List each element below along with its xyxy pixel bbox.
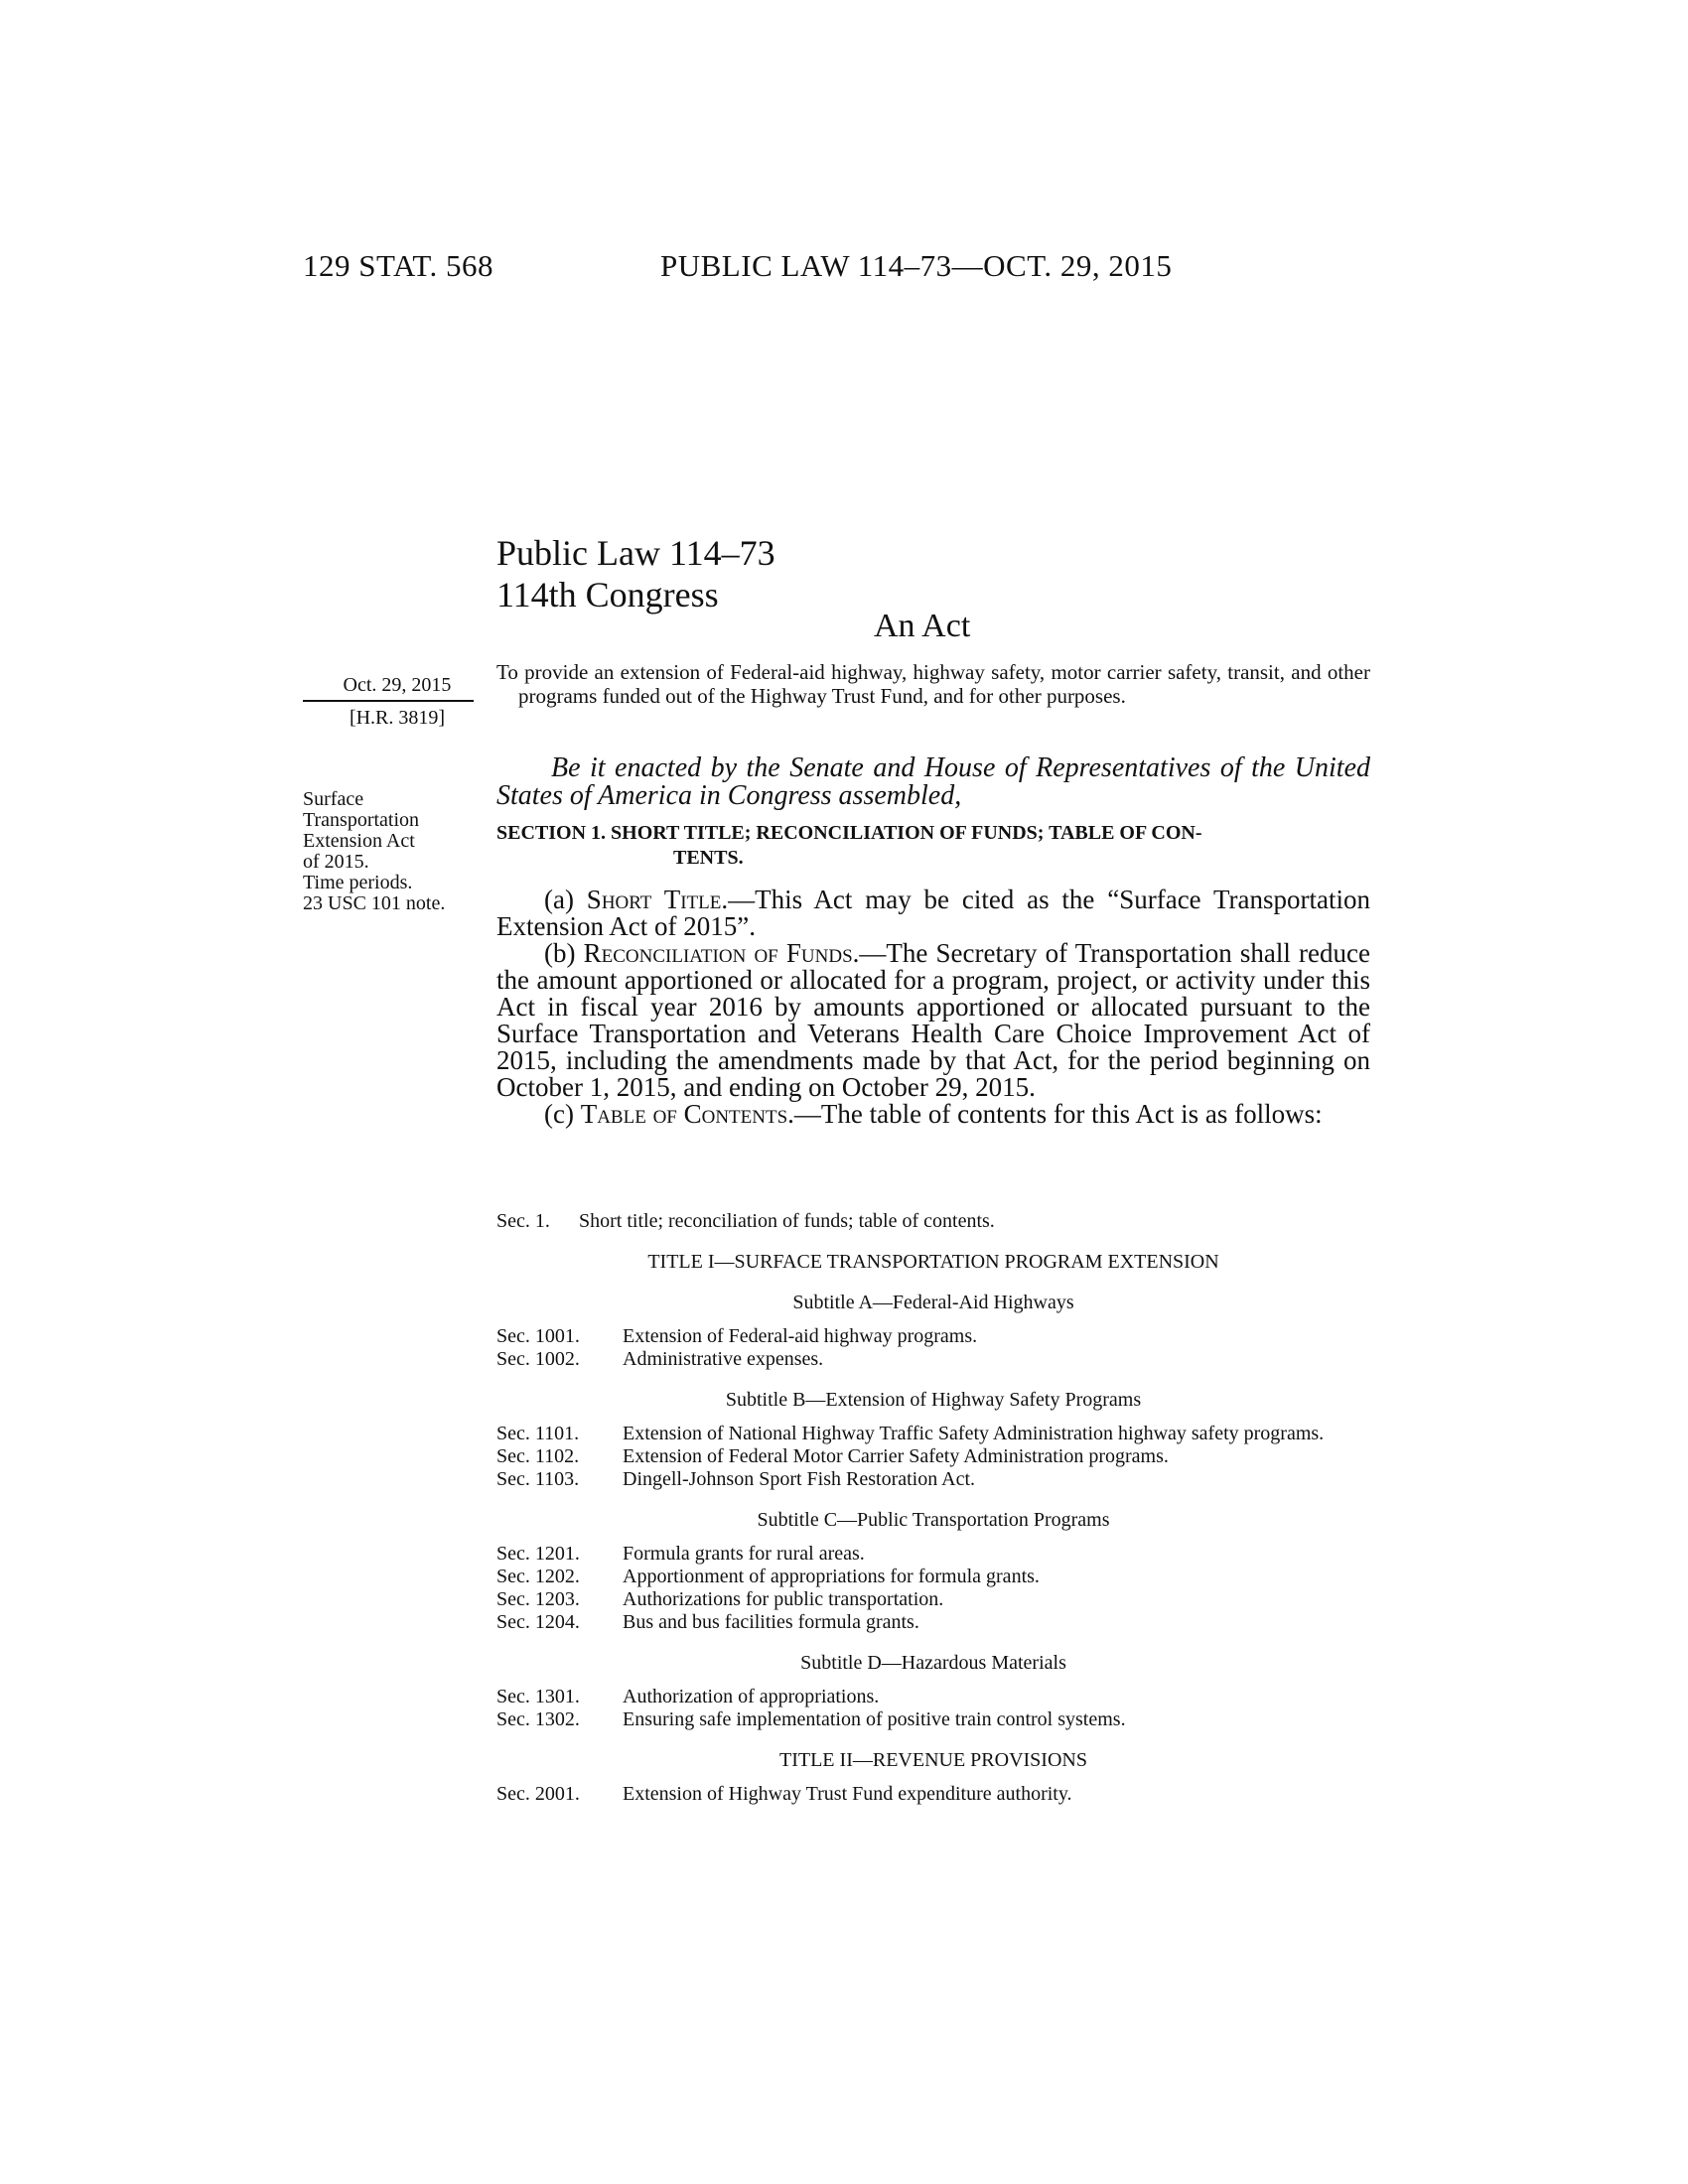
margin-note-line: of 2015. <box>303 851 369 873</box>
toc-entry <box>496 1783 1370 1806</box>
enacting-clause <box>496 754 1370 810</box>
table-of-contents <box>496 1210 1370 1806</box>
toc-subtitle-heading: Subtitle C—Public Transportation Programs <box>757 1509 1110 1531</box>
subsection-text: .—The Secretary of Transportation shall reduce the amount apportioned or allocated for a program, project, or activity under this Act in fiscal year 2016 by amounts apportioned or allocated pursuant to the Surface Transportation and Veterans Health Care Choice Improvement Act of 2015, including the amendments made by that Act, for the period beginning on October 1, 2015, and ending on October 29, 2015. <box>496 938 1371 1102</box>
margin-note-line: Time periods. <box>303 872 413 893</box>
toc-section-number: Sec. 1201. <box>496 1543 580 1565</box>
toc-entry <box>496 1468 1370 1491</box>
margin-date: Oct. 29, 2015 <box>343 674 452 696</box>
stat-page-number: 129 STAT. 568 <box>303 248 494 283</box>
toc-section-title: Authorization of appropriations. <box>623 1686 880 1707</box>
toc-entry <box>496 1325 1370 1348</box>
toc-section-title: Extension of Highway Trust Fund expenditure authority. <box>623 1783 1072 1805</box>
margin-divider <box>303 700 474 702</box>
section-heading-line1: SECTION 1. SHORT TITLE; RECONCILIATION OF FUNDS; TABLE OF CON- <box>496 822 1202 844</box>
enacting-text: Be it enacted by the Senate and House of Representatives of the United States of America in Congress assembled, <box>496 752 1370 811</box>
subsection-text: .—The table of contents for this Act is as follows: <box>787 1099 1323 1129</box>
subsection-label: (a) <box>544 885 587 914</box>
toc-group <box>496 1543 1370 1634</box>
toc-subtitle-heading: Subtitle A—Federal-Aid Highways <box>792 1292 1074 1313</box>
toc-section-title: Dingell-Johnson Sport Fish Restoration Act. <box>623 1468 975 1490</box>
toc-entry <box>496 1708 1370 1731</box>
subsection-a <box>496 887 1370 940</box>
toc-section-title: Administrative expenses. <box>623 1348 824 1370</box>
margin-note-line: 23 USC 101 note. <box>303 892 446 914</box>
section-heading-line2: TENTS. <box>673 847 744 869</box>
toc-section-title: Bus and bus facilities formula grants. <box>623 1611 919 1633</box>
subsection-caption: Short Title <box>586 885 722 914</box>
section-body <box>496 887 1370 1128</box>
toc-section-title: Ensuring safe implementation of positive train control systems. <box>623 1708 1126 1730</box>
toc-group <box>496 1783 1370 1806</box>
toc-section-number: Sec. 1203. <box>496 1588 580 1610</box>
margin-bill-number: [H.R. 3819] <box>349 707 446 729</box>
toc-section-number: Sec. 1001. <box>496 1325 580 1347</box>
toc-section-number: Sec. 1. <box>496 1210 550 1232</box>
toc-section-title: Short title; reconciliation of funds; table of contents. <box>579 1210 995 1232</box>
toc-title-heading: TITLE II—REVENUE PROVISIONS <box>779 1749 1087 1771</box>
subsection-text: .—This Act may be cited as the “Surface Transportation Extension Act of 2015”. <box>496 885 1370 941</box>
act-label: An Act <box>874 608 971 644</box>
toc-group <box>496 1686 1370 1731</box>
toc-section-number: Sec. 2001. <box>496 1783 580 1805</box>
margin-notes <box>303 789 445 914</box>
toc-section-number: Sec. 1202. <box>496 1566 580 1587</box>
toc-entry <box>496 1348 1370 1371</box>
toc-entry <box>496 1423 1370 1445</box>
toc-section-title: Authorizations for public transportation. <box>623 1588 944 1610</box>
toc-section-title: Formula grants for rural areas. <box>623 1543 865 1565</box>
margin-note-line: Transportation <box>303 809 420 831</box>
purpose-text: To provide an extension of Federal-aid highway, highway safety, motor carrier safety, transit, and other programs funded out of the Highway Trust Fund, and for other purposes. <box>496 660 1370 708</box>
subsection-label: (b) <box>544 938 584 968</box>
toc-section-number: Sec. 1102. <box>496 1445 580 1467</box>
toc-section-number: Sec. 1301. <box>496 1686 580 1707</box>
toc-entry <box>496 1588 1370 1611</box>
toc-section-number: Sec. 1002. <box>496 1348 580 1370</box>
toc-subtitle-heading: Subtitle D—Hazardous Materials <box>800 1652 1066 1674</box>
toc-section-number: Sec. 1302. <box>496 1708 580 1730</box>
toc-subtitle-heading: Subtitle B—Extension of Highway Safety Programs <box>725 1389 1142 1411</box>
margin-note-line: Extension Act <box>303 830 415 852</box>
subsection-b <box>496 940 1370 1101</box>
toc-section-title: Apportionment of appropriations for formula grants. <box>623 1566 1040 1587</box>
toc-section-number: Sec. 1103. <box>496 1468 580 1490</box>
toc-entry <box>496 1445 1370 1468</box>
public-law-number: Public Law 114–73 <box>496 533 775 573</box>
toc-group <box>496 1423 1370 1491</box>
toc-section-title: Extension of National Highway Traffic Safety Administration highway safety programs. <box>623 1423 1325 1444</box>
toc-group <box>496 1325 1370 1371</box>
toc-title-heading: TITLE I—SURFACE TRANSPORTATION PROGRAM EXTENSION <box>647 1251 1219 1273</box>
toc-section-title: Extension of Federal Motor Carrier Safety Administration programs. <box>623 1445 1169 1467</box>
toc-entry <box>496 1686 1370 1708</box>
subsection-caption: Table of Contents <box>580 1099 788 1129</box>
subsection-label: (c) <box>544 1099 581 1129</box>
subsection-c <box>496 1101 1370 1128</box>
purpose-clause <box>496 660 1370 708</box>
toc-entry <box>496 1210 1370 1233</box>
subsection-caption: Reconciliation of Funds <box>583 938 853 968</box>
toc-entry <box>496 1543 1370 1566</box>
toc-section-number: Sec. 1101. <box>496 1423 580 1444</box>
congress-label: 114th Congress <box>496 575 719 614</box>
toc-section-number: Sec. 1204. <box>496 1611 580 1633</box>
margin-note-line: Surface <box>303 788 364 810</box>
toc-entry <box>496 1566 1370 1588</box>
running-title: PUBLIC LAW 114–73—OCT. 29, 2015 <box>660 248 1173 283</box>
section-heading <box>496 821 1370 871</box>
toc-entry <box>496 1611 1370 1634</box>
toc-section-title: Extension of Federal-aid highway programs. <box>623 1325 978 1347</box>
